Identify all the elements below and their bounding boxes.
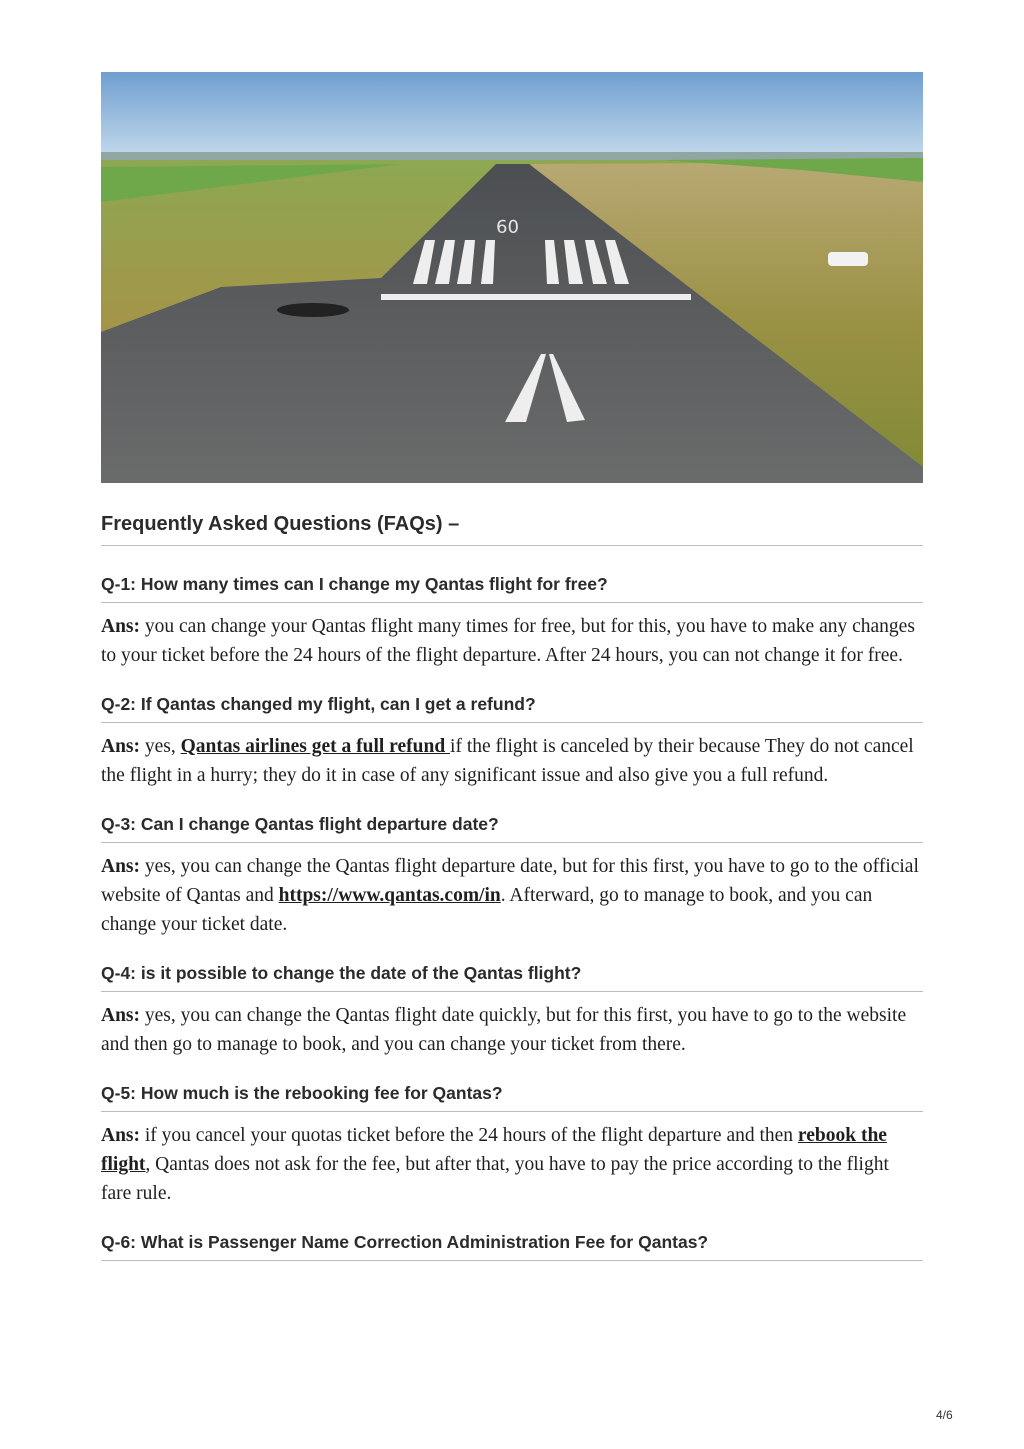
svg-text:09: 09: [496, 215, 519, 236]
faq-question: Q-2: If Qantas changed my flight, can I get a refund?: [101, 693, 923, 723]
answer-text: yes, you can change the Qantas flight date quickly, but for this first, you have to go to the website and then go to manage to book, and you can change your ticket from there.: [101, 1005, 907, 1055]
faq-question: Q-5: How much is the rebooking fee for Qantas?: [101, 1082, 923, 1112]
faq-answer: [101, 612, 923, 670]
answer-text: yes, you can change the Qantas flight departure date, but for this first, you have to go to the official website of Qantas and: [101, 856, 919, 906]
document-page: [101, 72, 923, 1261]
answer-link[interactable]: rebook the flight: [101, 1125, 887, 1175]
faq-item: [101, 962, 923, 1059]
faq-question: Q-6: What is Passenger Name Correction Administration Fee for Qantas?: [101, 1231, 923, 1261]
runway-illustration: [101, 72, 923, 483]
answer-link[interactable]: https://www.qantas.com/in: [278, 885, 501, 906]
faq-list: [101, 573, 923, 1261]
answer-prefix: Ans:: [101, 856, 141, 877]
faq-item: [101, 1082, 923, 1208]
answer-text: yes,: [140, 736, 181, 757]
faq-item: [101, 1231, 923, 1261]
answer-text: if you cancel your quotas ticket before the 24 hours of the flight departure and then: [140, 1125, 798, 1146]
runway-photo: [101, 72, 923, 483]
faq-item: [101, 693, 923, 790]
answer-prefix: Ans:: [101, 616, 141, 637]
faq-answer: [101, 1001, 923, 1059]
answer-text: you can change your Qantas flight many times for free, but for this, you have to make any changes to your ticket before the 24 hours of the flight departure. After 24 hours, you can not change it for free.: [101, 616, 915, 666]
answer-prefix: Ans:: [101, 1125, 141, 1146]
answer-link[interactable]: Qantas airlines get a full refund: [180, 736, 451, 757]
answer-prefix: Ans:: [101, 1005, 141, 1026]
faq-answer: [101, 1121, 923, 1208]
answer-prefix: Ans:: [101, 736, 141, 757]
answer-text: , Qantas does not ask for the fee, but after that, you have to pay the price according to the flight fare rule.: [101, 1154, 889, 1204]
faq-question: Q-4: is it possible to change the date of the Qantas flight?: [101, 962, 923, 992]
faq-answer: [101, 732, 923, 790]
faq-question: Q-1: How many times can I change my Qantas flight for free?: [101, 573, 923, 603]
answer-text: . Afterward, go to manage to book, and you can change your ticket date.: [101, 885, 873, 935]
faq-heading: Frequently Asked Questions (FAQs) –: [101, 512, 923, 546]
faq-answer: [101, 852, 923, 939]
faq-item: [101, 573, 923, 670]
faq-question: Q-3: Can I change Qantas flight departure date?: [101, 813, 923, 843]
answer-text: if the flight is canceled by their because They do not cancel the flight in a hurry; they do it in case of any significant issue and also give you a full refund.: [101, 736, 914, 786]
page-number: 4/6: [936, 1408, 953, 1422]
faq-item: [101, 813, 923, 939]
